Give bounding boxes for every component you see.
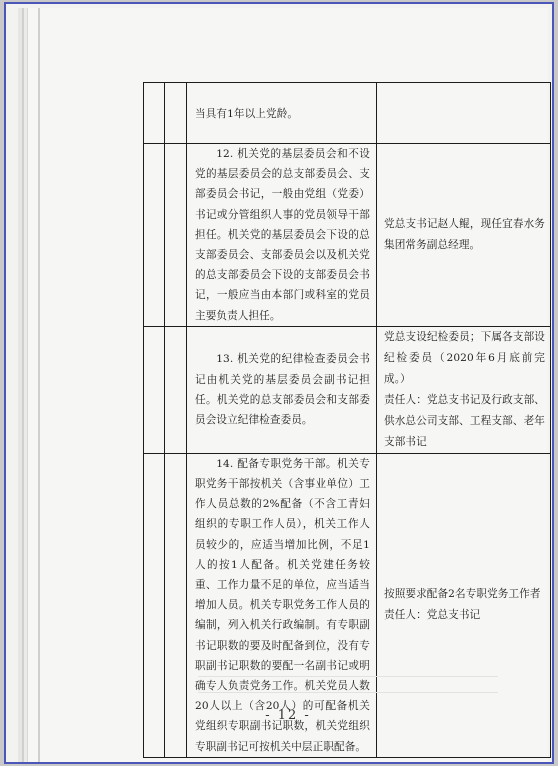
requirement-text: 13. 机关党的纪律检查委员会书记由机关党的基层委员会副书记担任。机关党的总支部委员会和支部委员会设立纪律检查委员。 xyxy=(195,353,370,427)
requirement-cell xyxy=(187,144,377,327)
scan-frame xyxy=(4,2,554,764)
index-cell xyxy=(144,326,165,453)
category-cell xyxy=(165,144,187,327)
table-row xyxy=(144,144,551,327)
bleed-through-line xyxy=(198,692,498,693)
status-text xyxy=(377,112,550,115)
page-number: - 12 - xyxy=(265,708,311,723)
status-cell xyxy=(377,326,551,453)
table-row xyxy=(144,83,551,144)
status-text: 党总支设纪检委员；下属各支部设纪检委员（2020年6月底前完成。） 责任人：党总支书记及行政支部、供水总公司支部、工程支部、老年支部书记 xyxy=(384,330,545,448)
requirements-table xyxy=(143,82,551,758)
requirement-cell xyxy=(187,326,377,453)
status-cell xyxy=(377,83,551,144)
index-cell xyxy=(144,83,165,144)
table-row xyxy=(144,326,551,453)
requirement-text: 当具有1年以上党龄。 xyxy=(195,108,299,121)
index-cell xyxy=(144,144,165,327)
document-page xyxy=(28,8,548,762)
category-cell xyxy=(165,326,187,453)
requirement-text: 12. 机关党的基层委员会和不设党的基层委员会的总支部委员会、支部委员会书记，一般由党组（党委）书记或分管组织人事的党员领导干部担任。机关党的基层委员会下设的总支部委员会、支部委员会以及机关党的总支部委员会下设的支部委员会书记，一般应当由本部门或科室的党员主要负责人担任。 xyxy=(195,148,370,322)
bleed-through-line xyxy=(198,676,498,677)
status-text: 按照要求配备2名专职党务工作者 责任人：党总支书记 xyxy=(384,588,541,622)
status-cell xyxy=(377,144,551,327)
requirement-cell xyxy=(187,83,377,144)
category-cell xyxy=(165,83,187,144)
binding-edge xyxy=(38,8,40,762)
status-text: 党总支书记赵人鲲，现任宜春水务集团常务副总经理。 xyxy=(384,217,545,251)
requirement-text: 14. 配备专职党务干部。机关专职党务干部按机关（含事业单位）工作人员总数的2%配备（不含工青妇组织的专职工作人员），机关工作人员较少的，应适当增加比例，不足1人的按1人配备。机关党建任务较重、工作力量不足的单位，应当适当增加人员。机关专职党务工作人员的编制，列入机关行政编制。有专职副书记职数的要及时配备到位，没有专职副书记职数的要配一名副书记或明确专人负责党务工作。机关党员人数20人以上（含20人）的可配备机关党组织专职副书记职数，机关党组织专职副书记可按机关中层正职配备。 xyxy=(195,457,370,753)
